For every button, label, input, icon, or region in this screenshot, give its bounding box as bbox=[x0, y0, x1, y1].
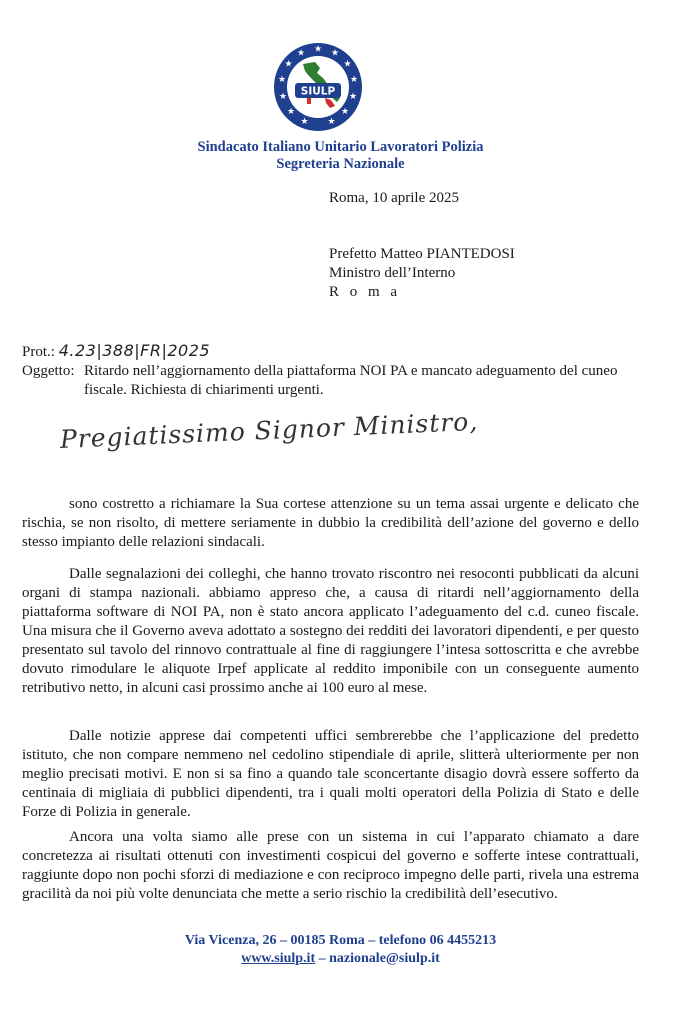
siulp-logo bbox=[273, 42, 363, 132]
svg-text:★: ★ bbox=[327, 117, 336, 127]
body-paragraph-4: Ancora una volta siamo alle prese con un sistema in cui l’apparato chiamato a dare concretezza ai risultati ottenuti con investimenti cospicui del governo e sofferte intese contrattuali, raggiunte dopo non pochi sforzi di mediazione e con reciproco impegno delle parti, rivela una estrema gracilità da noi più volte denunciata che mette a serio rischio la credibilità dell’esecutivo. bbox=[22, 829, 639, 902]
svg-text:★: ★ bbox=[296, 48, 306, 59]
svg-text:★: ★ bbox=[278, 92, 288, 102]
body-paragraph-1: sono costretto a richiamare la Sua cortese attenzione su un tema assai urgente e delicato che rischia, se non risolto, di mettere seriamente in dubbio la credibilità dell’azione del governo e dello stesso impianto delle relazioni sindacali. bbox=[22, 496, 639, 550]
organization-name: Sindacato Italiano Unitario Lavoratori Polizia bbox=[197, 139, 484, 155]
subject-label: Oggetto: bbox=[22, 363, 75, 379]
letter-date: Roma, 10 aprile 2025 bbox=[329, 190, 459, 206]
svg-text:★: ★ bbox=[349, 75, 359, 85]
svg-text:★: ★ bbox=[330, 48, 340, 59]
svg-text:★: ★ bbox=[277, 75, 287, 85]
logo-text: SIULP bbox=[300, 85, 336, 98]
recipient-name: Prefetto Matteo PIANTEDOSI bbox=[329, 246, 515, 262]
handwritten-salutation: Pregiatissimo Signor Ministro, bbox=[59, 406, 479, 454]
subject-text: Ritardo nell’aggiornamento della piattaforma NOI PA e mancato adeguamento del cuneo fiscale. Richiesta di chiarimenti urgenti. bbox=[84, 363, 618, 398]
footer-email-link[interactable]: nazionale@siulp.it bbox=[329, 951, 440, 966]
svg-text:★: ★ bbox=[348, 92, 358, 102]
body-paragraph-2: Dalle segnalazioni dei colleghi, che hanno trovato riscontro nei resoconti pubblicati da alcuni organi di stampa nazionali. abbiamo appreso che, a causa di ritardi nell’aggiornamento della piattaforma software di NOI PA, non è stato ancora applicato l’adeguamento del c.d. cuneo fiscale. Una misura che il Governo aveva adottato a sostegno dei redditi dei lavoratori dipendenti, e per questo presentato sul tavolo del rinnovo contrattuale al fine di raggiungere l’intesa sottoscritta e che avrebbe dovuto rimodulare le aliquote Irpef applicate al reddito imponibile con un conseguente aumento retributivo netto, in alcuni casi prossimo anche ai 100 euro al mese. bbox=[22, 566, 639, 696]
organization-department: Segreteria Nazionale bbox=[276, 156, 405, 172]
svg-text:★: ★ bbox=[313, 44, 323, 55]
svg-text:★: ★ bbox=[340, 107, 350, 117]
footer-contacts bbox=[0, 951, 681, 967]
svg-text:★: ★ bbox=[300, 117, 309, 127]
recipient-title: Ministro dell’Interno bbox=[329, 265, 456, 281]
protocol-number: 4.23|388|FR|2025 bbox=[58, 341, 211, 360]
footer-separator: – bbox=[315, 951, 330, 966]
svg-text:★: ★ bbox=[343, 59, 352, 70]
recipient-city: R o m a bbox=[329, 284, 401, 300]
svg-text:★: ★ bbox=[286, 107, 296, 117]
protocol-line bbox=[22, 341, 210, 361]
protocol-label: Prot.: bbox=[22, 344, 55, 360]
footer-website-link[interactable]: www.siulp.it bbox=[241, 951, 316, 966]
svg-text:★: ★ bbox=[284, 59, 293, 70]
footer-address: Via Vicenza, 26 – 00185 Roma – telefono 06 4455213 bbox=[184, 933, 497, 948]
body-paragraph-3: Dalle notizie apprese dai competenti uffici sembrerebbe che l’applicazione del predetto istituto, che non compare nemmeno nel cedolino stipendiale di aprile, slitterà ulteriormente per non meglio precisati motivi. E non si sa fino a quando tale sconcertante disagio dovrà essere sofferto da centinaia di migliaia di pubblici dipendenti, tra i quali molti operatori della Polizia di Stato e delle Forze di Polizia in generale. bbox=[22, 728, 639, 820]
